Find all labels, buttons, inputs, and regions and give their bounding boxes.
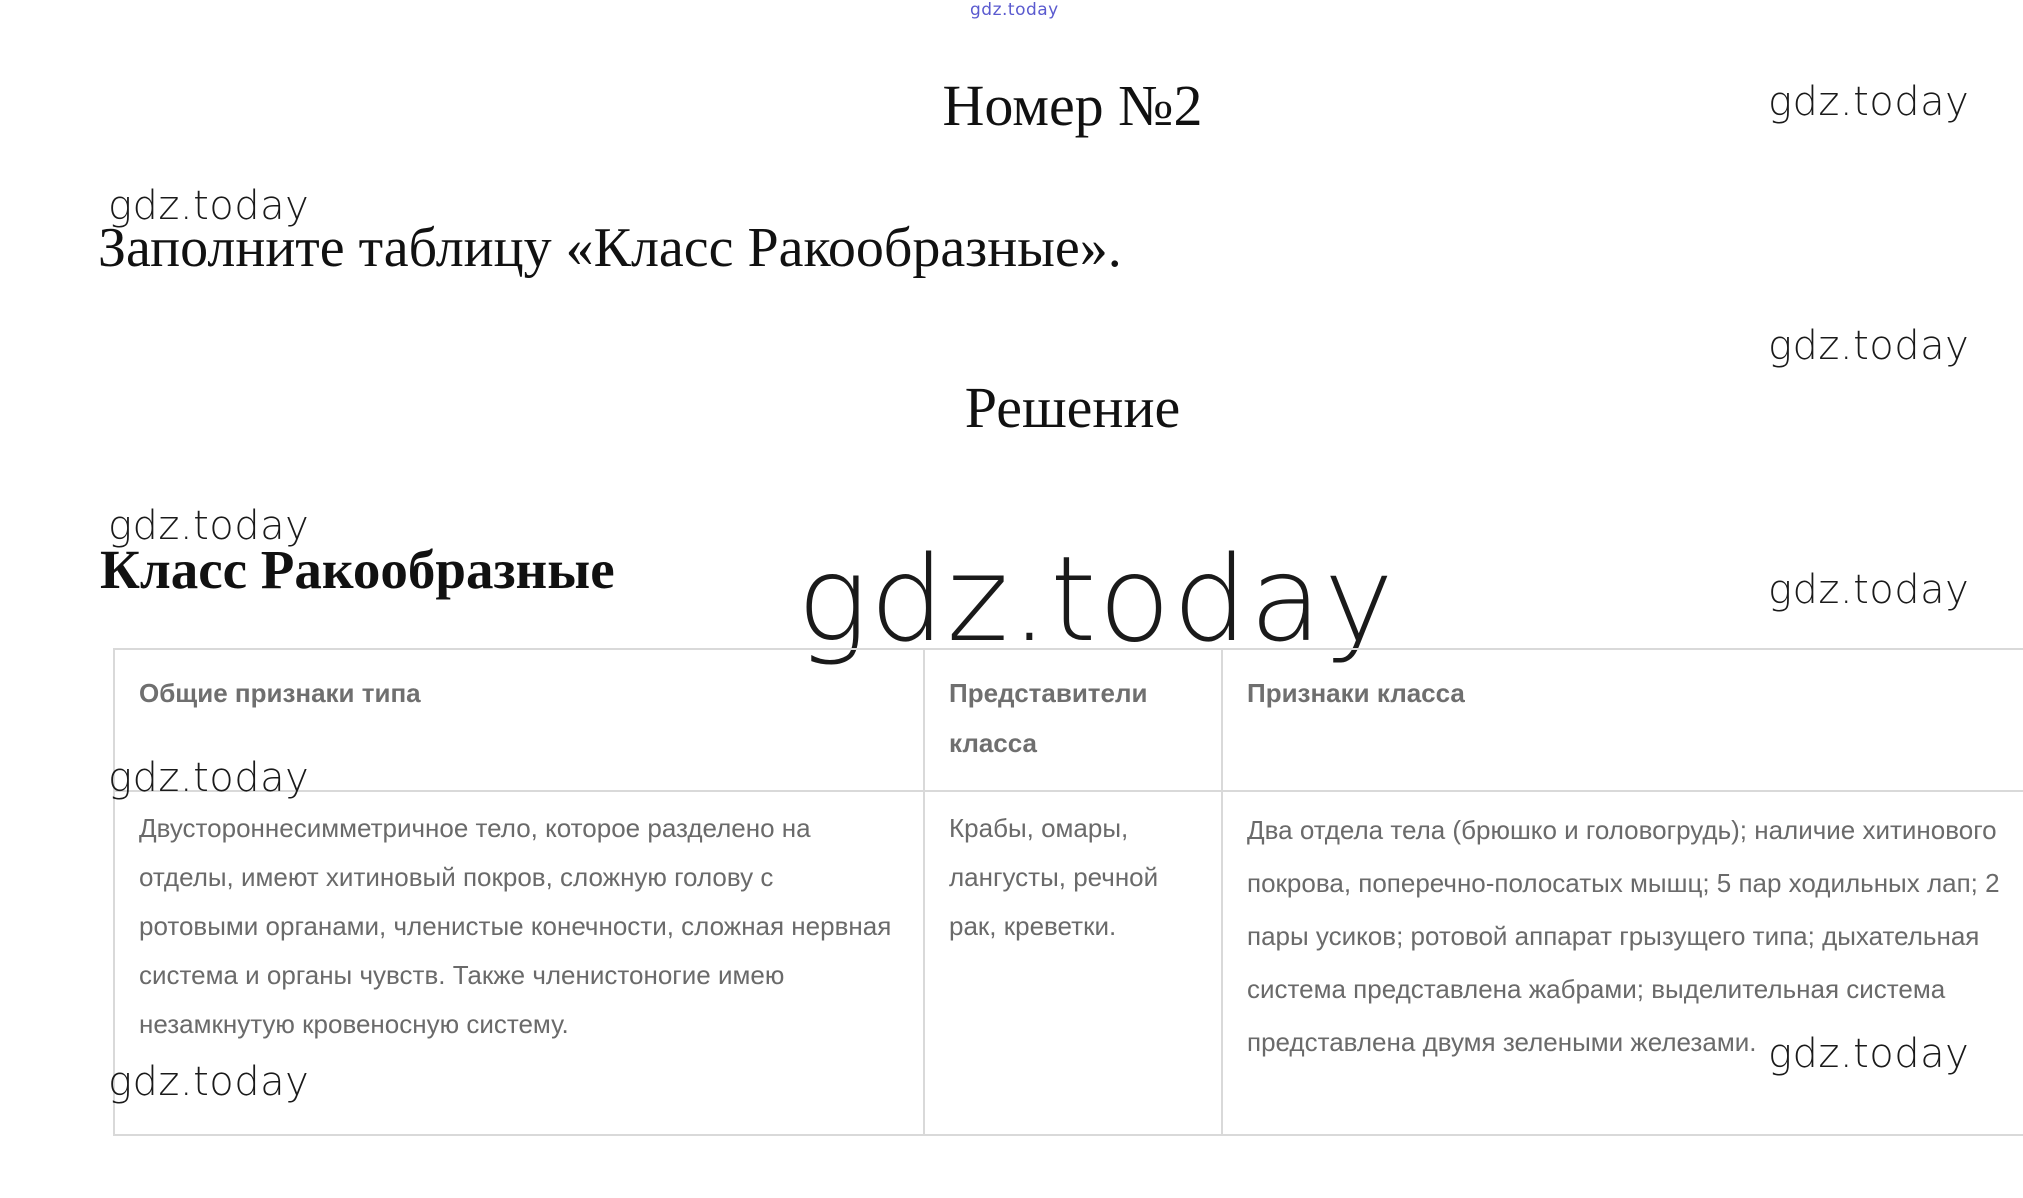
table-cell: Два отдела тела (брюшко и головогрудь); наличие хитинового покрова, поперечно-полосатых мышц; 5 пар ходильных лап; 2 пары усиков; ротовой аппарат грызущего типа; дыхательная система представлена жабрами; выделительная система представлена двумя зелеными железами. xyxy=(1222,791,2023,1135)
watermark-large: gdz.today xyxy=(797,530,1396,668)
watermark: gdz.today xyxy=(108,183,310,229)
table-row xyxy=(114,791,2023,1135)
watermark: gdz.today xyxy=(108,503,310,549)
table-cell: Крабы, омары, лангусты, речной рак, креветки. xyxy=(924,791,1222,1135)
page-title: Номер №2 xyxy=(942,73,1203,138)
data-table xyxy=(113,648,2023,1136)
column-header: Общие признаки типа xyxy=(114,649,924,791)
watermark: gdz.today xyxy=(108,1059,310,1105)
watermark: gdz.today xyxy=(1768,79,1970,125)
watermark: gdz.today xyxy=(1768,323,1970,369)
watermark: gdz.today xyxy=(1768,1031,1970,1077)
column-header: Признаки класса xyxy=(1222,649,2023,791)
solution-heading: Решение xyxy=(964,375,1181,440)
table-cell: Двустороннесимметричное тело, которое разделено на отделы, имеют хитиновый покров, сложную голову с ротовыми органами, членистые конечности, сложная нервная система и органы чувств. Также членистоногие имею незамкнутую кровеносную систему. xyxy=(114,791,924,1135)
table-title: Класс Ракообразные xyxy=(100,539,615,600)
watermark: gdz.today xyxy=(108,755,310,801)
task-text: Заполните таблицу «Класс Ракообразные». xyxy=(98,217,1122,279)
table-header-row xyxy=(114,649,2023,791)
column-header: Представители класса xyxy=(924,649,1222,791)
watermark: gdz.today xyxy=(1768,567,1970,613)
watermark-top: gdz.today xyxy=(970,0,1059,20)
